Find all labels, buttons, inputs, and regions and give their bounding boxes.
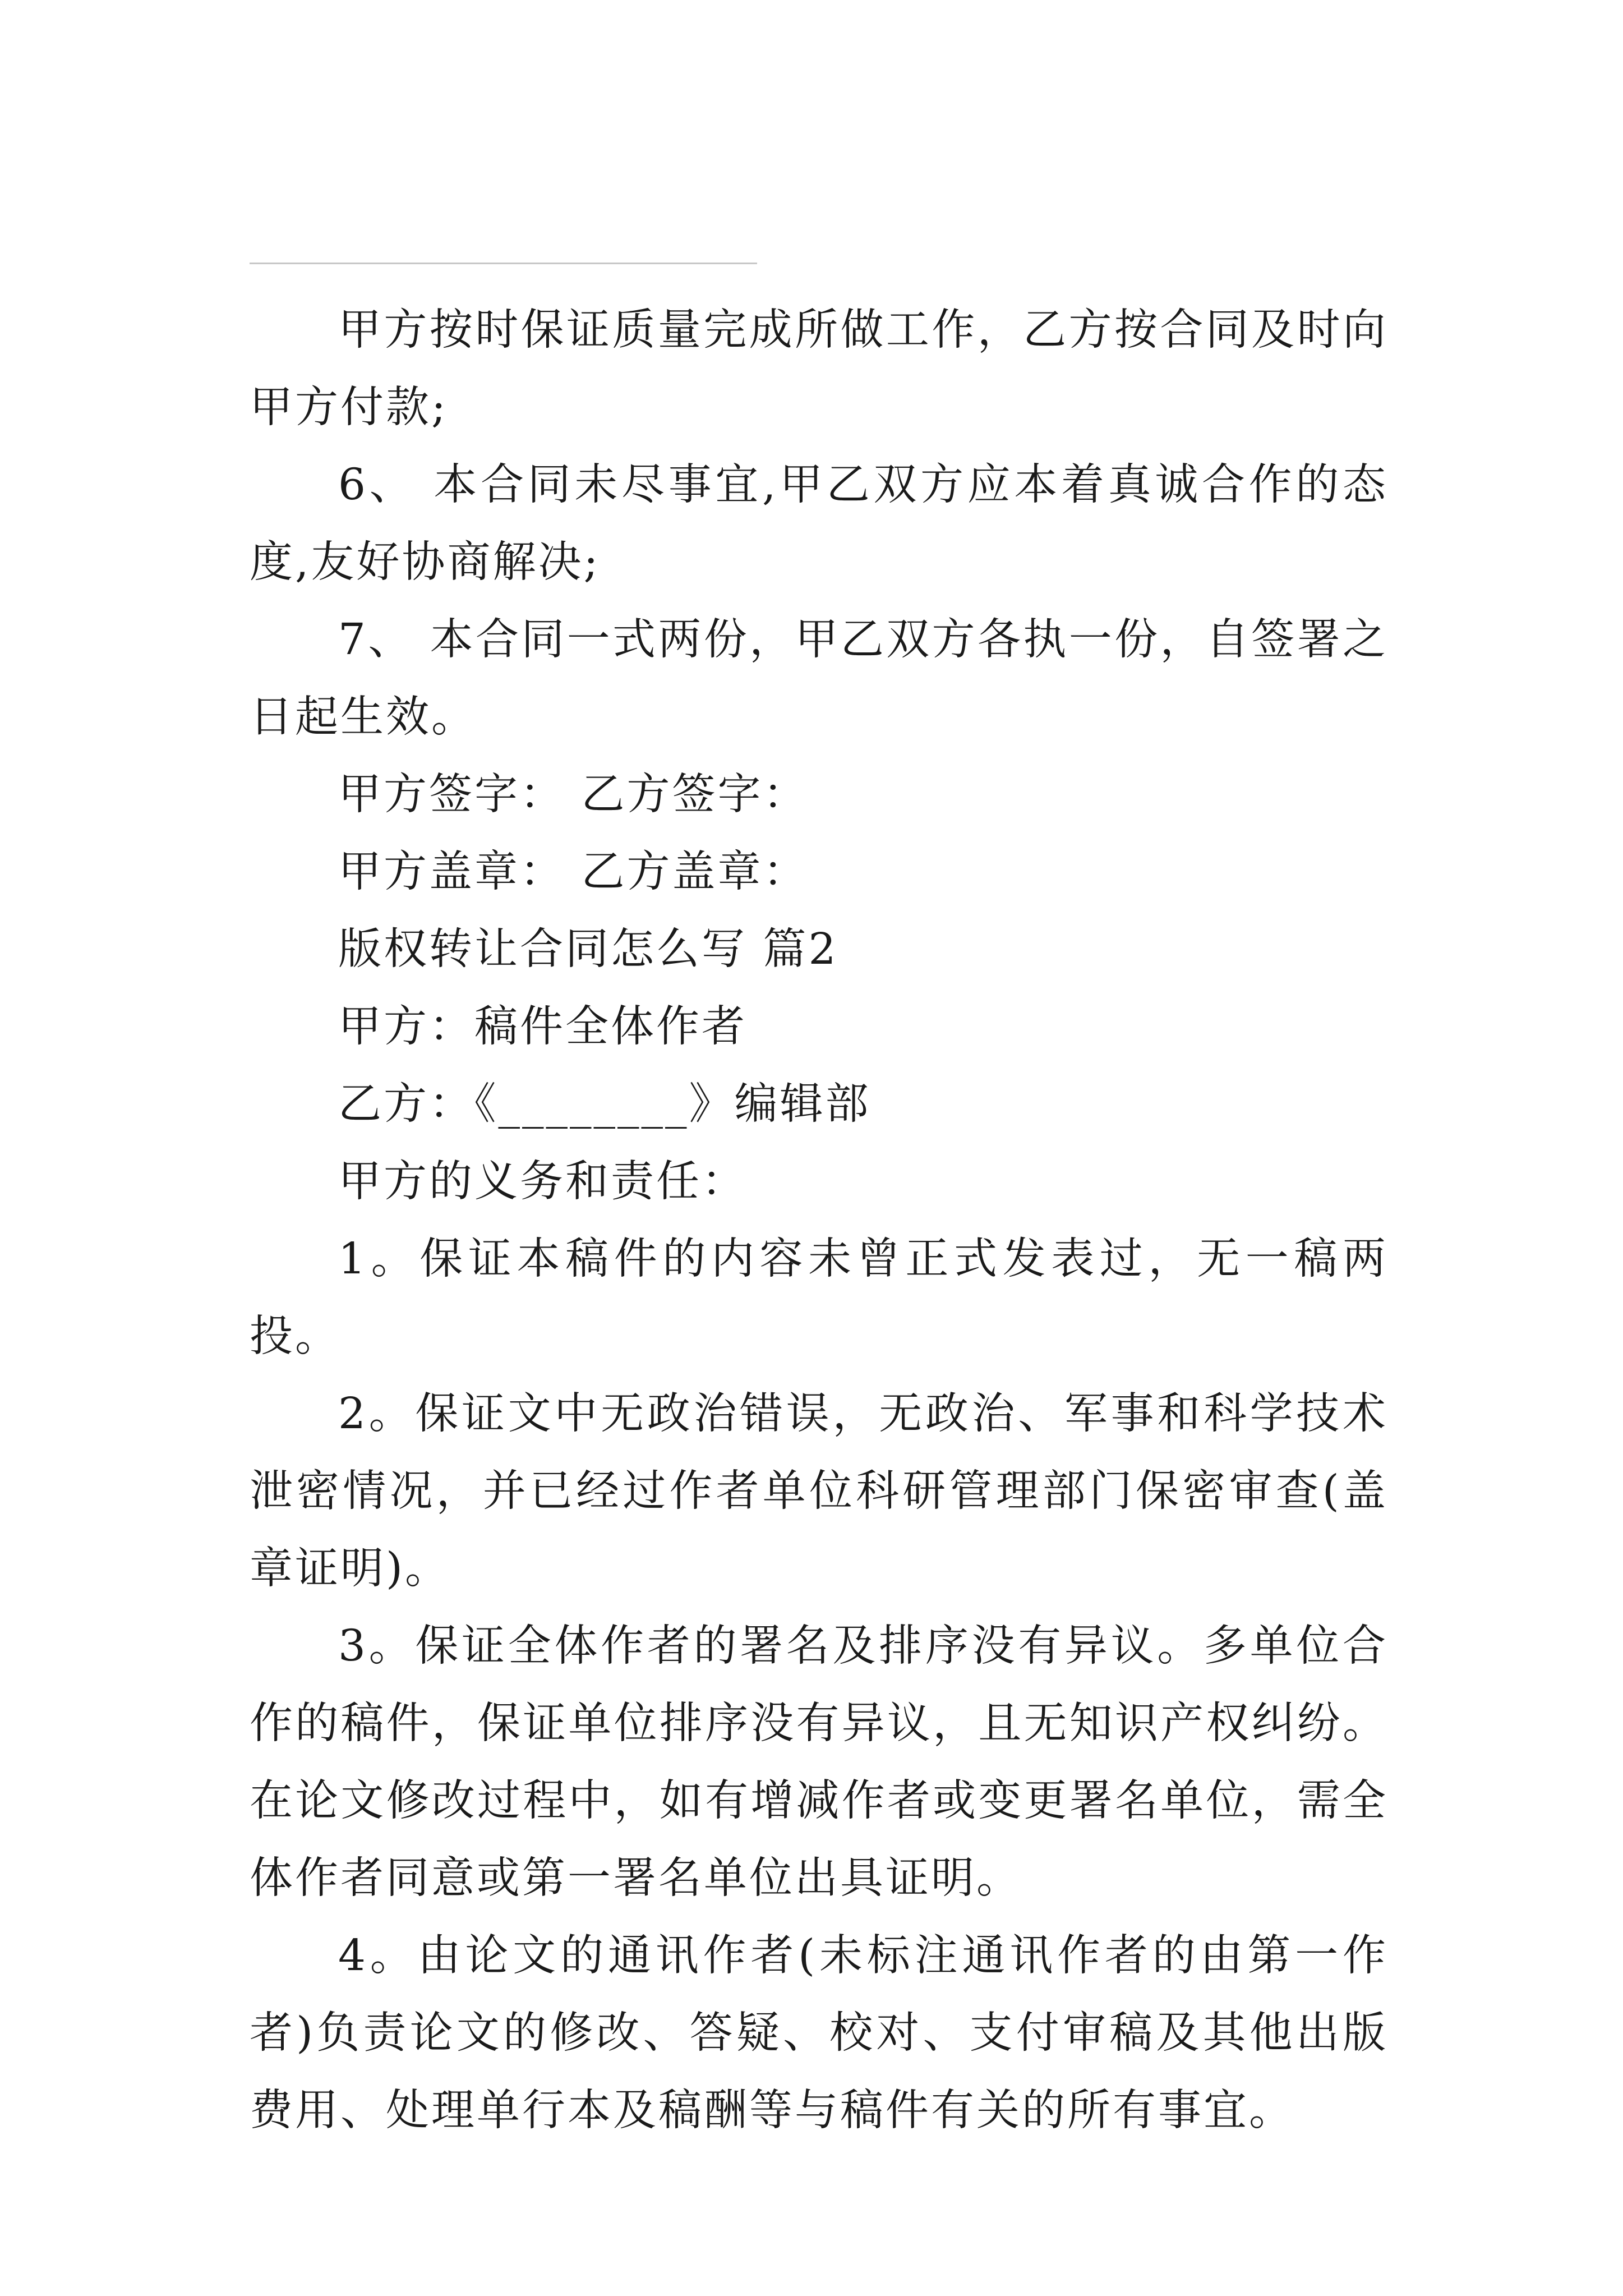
duty-item-2: 2。保证文中无政治错误，无政治、军事和科学技术泄密情况，并已经过作者单位科研管理部门保密审查(盖章证明)。 bbox=[250, 1389, 1388, 1594]
paragraph-clause-7: 7、 本合同一式两份，甲乙双方各执一份，自签署之日起生效。 bbox=[250, 615, 1388, 742]
duty-item-4: 4。由论文的通讯作者(未标注通讯作者的由第一作者)负责论文的修改、答疑、校对、支付审稿及其他出版费用、处理单行本及稿酬等与稿件有关的所有事宜。 bbox=[250, 1931, 1388, 2136]
party-a-duties-heading: 甲方的义务和责任： bbox=[338, 1157, 747, 1207]
header-divider bbox=[250, 263, 757, 264]
document-body bbox=[250, 292, 1388, 2150]
seal-line: 甲方盖章： 乙方盖章： bbox=[338, 847, 809, 897]
party-b-line: 乙方：《________》编辑部 bbox=[338, 1079, 871, 1129]
duty-item-1: 1。保证本稿件的内容未曾正式发表过，无一稿两投。 bbox=[250, 1234, 1388, 1361]
paragraph-payment: 甲方按时保证质量完成所做工作，乙方按合同及时向甲方付款; bbox=[250, 305, 1388, 432]
signature-line: 甲方签字： 乙方签字： bbox=[338, 770, 809, 820]
paragraph-clause-6: 6、 本合同未尽事宜,甲乙双方应本着真诚合作的态度,友好协商解决; bbox=[250, 460, 1388, 587]
duty-item-3: 3。保证全体作者的署名及排序没有异议。多单位合作的稿件，保证单位排序没有异议，且无知识产权纠纷。在论文修改过程中，如有增减作者或变更署名单位，需全体作者同意或第一署名单位出具证明。 bbox=[250, 1621, 1388, 1903]
party-a-line: 甲方：稿件全体作者 bbox=[338, 1002, 747, 1052]
section-heading: 版权转让合同怎么写 篇2 bbox=[338, 924, 838, 974]
